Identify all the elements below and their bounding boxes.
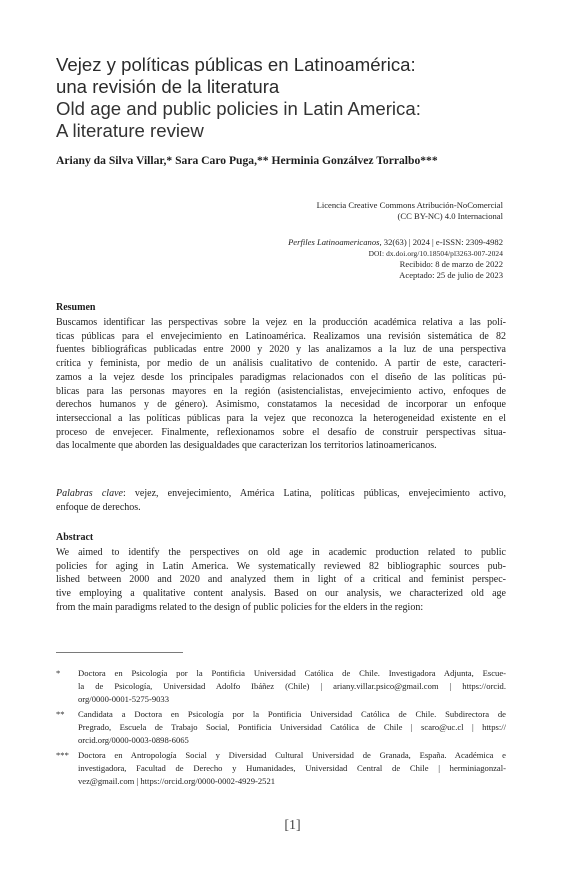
footnote-2 — [56, 708, 506, 747]
title-spanish — [56, 54, 536, 98]
journal-issue: 32(63) | 2024 | e-ISSN: 2309-4982 — [381, 237, 503, 247]
footnote-line: Doctora en Antropología Social y Diversidad Cultural Universidad de Granada, España. Académica e — [78, 750, 506, 760]
abstract-line: policies for aging in Latin America. We systematically reviewed 82 bibliographic sources pub- — [56, 560, 506, 572]
doi-link[interactable]: DOI: dx.doi.org/10.18504/pl3263-007-2024 — [368, 249, 503, 258]
abstract-body — [56, 546, 506, 615]
resumen-line: fuentes bibliográficas publicadas entre 2000 y 2020 y las analizamos a la luz de una perspectiva — [56, 344, 506, 356]
title-spanish-line: una revisión de la literatura — [56, 76, 280, 97]
footnote-line: Pregrado, Escuela de Trabajo Social, Pontificia Universidad Católica de Chile | scaro@uc.cl | https:// — [78, 722, 506, 732]
journal-citation — [288, 237, 503, 248]
resumen-heading: Resumen — [56, 302, 96, 313]
footnote-line: org/0000-0001-5275-9033 — [78, 694, 170, 704]
keywords-label: Palabras clave — [56, 488, 123, 499]
received-date: Recibido: 8 de marzo de 2022 — [399, 259, 503, 269]
accepted-date: Aceptado: 25 de julio de 2023 — [399, 270, 503, 280]
footnote-text — [78, 749, 506, 788]
keywords — [56, 487, 506, 514]
keywords-line — [56, 487, 506, 501]
license-line: (CC BY-NC) 4.0 Internacional — [397, 211, 503, 221]
resumen-line: interseccional a las políticas públicas para la vejez que reconozca la heterogeneidad existente en el — [56, 412, 506, 424]
footnote-line: Candidata a Doctora en Psicología por la Pontificia Universidad Católica de Chile. Subdirectora de — [78, 709, 506, 719]
article-title — [56, 54, 536, 142]
title-spanish-line: Vejez y políticas públicas en Latinoamérica: — [56, 54, 416, 75]
abstract-line: tive employing a qualitative content analysis. Based on our analysis, we characterized old age — [56, 588, 506, 600]
footnote-line: investigadora, Facultad de Derecho y Humanidades, Universidad Central de Chile | herminiagonzal- — [78, 763, 506, 773]
keywords-list: : vejez, envejecimiento, América Latina, políticas públicas, envejecimiento activo, — [122, 488, 506, 499]
footnote-line: vez@gmail.com | https://orcid.org/0000-0002-4929-2521 — [78, 776, 276, 786]
title-english-line: Old age and public policies in Latin America: — [56, 98, 421, 119]
title-english — [56, 98, 536, 142]
footnote-mark: ** — [56, 709, 65, 719]
license-line: Licencia Creative Commons Atribución-NoComercial — [316, 200, 503, 210]
resumen-line: crítica y feminista, por medio de un análisis cualitativo de contenido. A partir de este, caracteri- — [56, 358, 506, 370]
author-list: Ariany da Silva Villar,* Sara Caro Puga,** Herminia Gonzálvez Torralbo*** — [56, 154, 438, 167]
resumen-line: zamos a la vejez desde los principales paradigmas relacionados con el diseño de las políticas pú- — [56, 371, 506, 383]
footnote-1 — [56, 667, 506, 706]
resumen-body — [56, 316, 506, 453]
footnote-divider — [56, 652, 183, 653]
resumen-line: das localmente que aborden las desigualdades que caracterizan los territorios latinoamericanos. — [56, 440, 437, 452]
abstract-line: from the main paradigms related to the design of public policies for the elders in the region: — [56, 601, 424, 613]
footnote-mark: * — [56, 668, 61, 678]
resumen-line: proceso de envejecer. Finalmente, reflexionamos sobre el desafío de construir perspectivas situa- — [56, 426, 506, 438]
license-notice — [317, 200, 503, 222]
title-english-line: A literature review — [56, 120, 204, 141]
resumen-line: Buscamos identificar las perspectivas sobre la vejez en la producción académica relativa a las polí- — [56, 317, 506, 328]
abstract-line: lished between 2000 and 2020 and analyzed them in light of a critical and feminist perspec- — [56, 574, 506, 586]
publication-info — [288, 237, 503, 281]
footnote-text — [78, 667, 506, 706]
abstract-line: We aimed to identify the perspectives on old age in academic production related to public — [56, 547, 506, 558]
resumen-line: derechos humanos y de género). Asimismo, constatamos la necesidad de incorporar un enfoque — [56, 399, 506, 411]
footnote-mark: *** — [56, 750, 69, 760]
resumen-line: ticas públicas para el envejecimiento en Latinoamérica. Realizamos una revisión sistemática de 82 — [56, 330, 506, 342]
journal-name: Perfiles Latinoamericanos, — [288, 237, 382, 247]
page-number: [1] — [284, 818, 301, 833]
keywords-line: enfoque de derechos. — [56, 501, 141, 513]
footnote-line: la de Psicología, Universidad Adolfo Ibáñez (Chile) | ariany.villar.psico@gmail.com | https://orcid. — [78, 681, 506, 691]
abstract-heading: Abstract — [56, 532, 94, 543]
footnote-line: orcid.org/0000-0003-0898-6065 — [78, 735, 189, 745]
footnote-3 — [56, 749, 506, 788]
footnote-text — [78, 708, 506, 747]
resumen-line: blicas para las personas mayores en la región (asistencialistas, envejecimiento activo, enfoques de — [56, 385, 506, 397]
footnote-line: Doctora en Psicología por la Pontificia Universidad Católica de Chile. Investigadora Adjunta, Escue- — [78, 668, 506, 678]
